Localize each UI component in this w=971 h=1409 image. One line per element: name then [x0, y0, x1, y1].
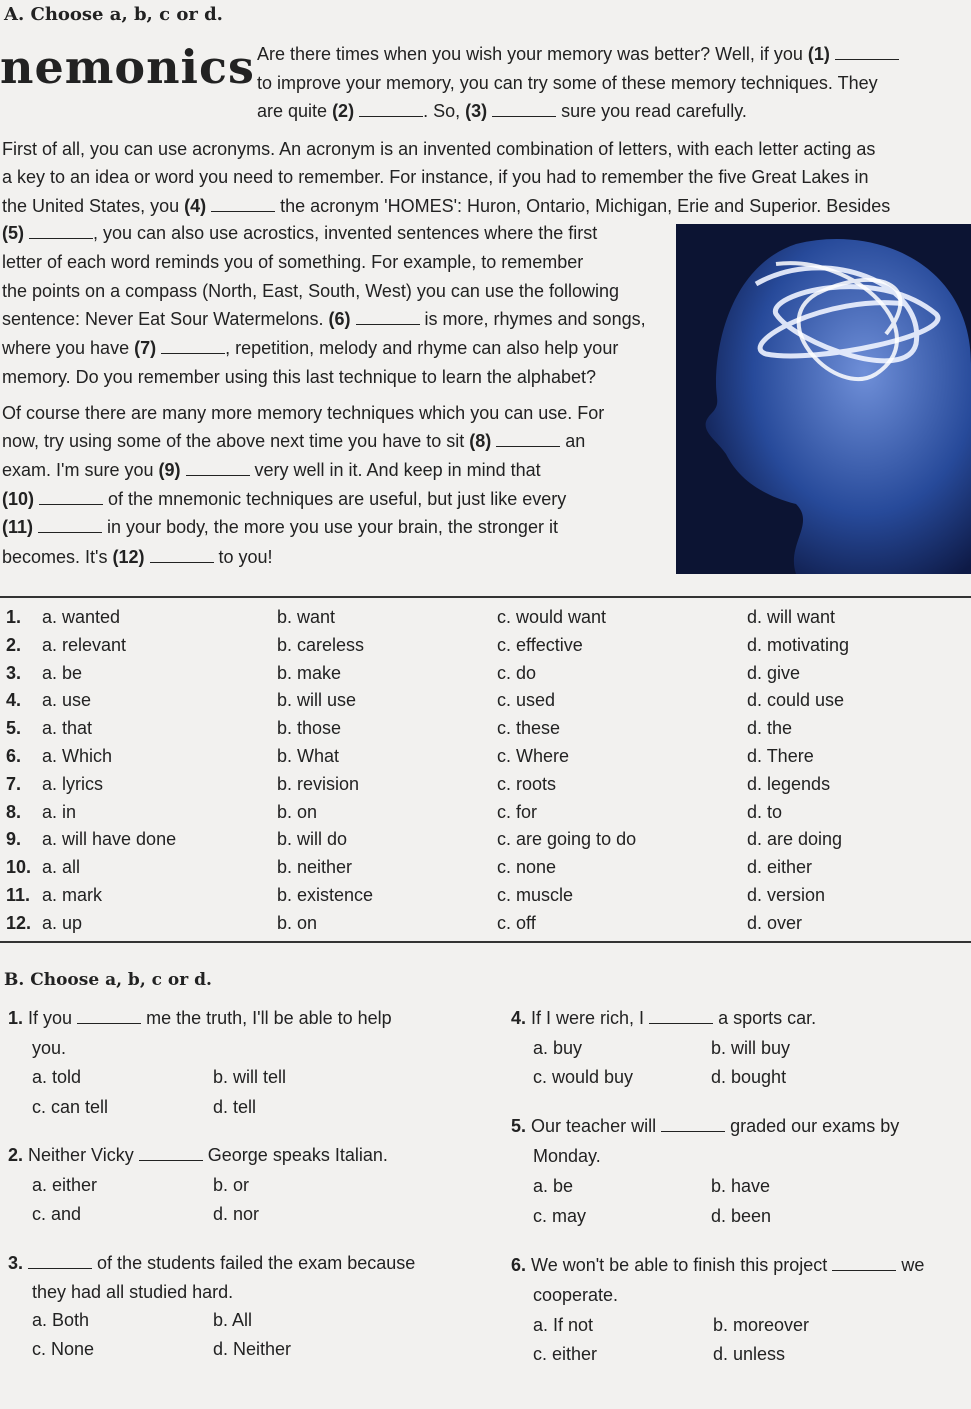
answer-blank[interactable]	[835, 45, 899, 60]
b-q3-d[interactable]: d. Neither	[213, 1339, 292, 1359]
option-a[interactable]: a. in	[42, 801, 77, 822]
b-q1-c[interactable]: c. can tell	[32, 1097, 109, 1117]
option-a[interactable]: a. Which	[42, 746, 113, 766]
b-q3-line: 3. of the students failed the exam because	[8, 1253, 416, 1273]
passage-line	[2, 223, 597, 244]
b-q1-b[interactable]: b. will tell	[213, 1067, 287, 1087]
passage-text: are quite	[257, 101, 333, 121]
blank[interactable]	[139, 1146, 203, 1161]
option-a[interactable]: a. relevant	[42, 634, 127, 655]
gap-number: (9)	[158, 460, 181, 480]
passage-text: a key to an idea or word you need to remember. For instance, if you had to remember the five Great Lakes in	[2, 167, 869, 187]
option-c[interactable]: c. none	[497, 857, 557, 878]
gap-number: (5)	[2, 223, 24, 243]
option-a[interactable]: a. wanted	[42, 607, 121, 627]
b-q1-line: 1. If you me the truth, I'll be able to help	[8, 1008, 392, 1028]
option-c[interactable]: c. these	[497, 718, 561, 739]
blank[interactable]	[28, 1254, 92, 1269]
question-number: 12.	[6, 912, 32, 933]
option-d[interactable]: d. There	[747, 746, 814, 766]
question-number: 4.	[6, 690, 22, 711]
question-row	[0, 913, 971, 941]
option-a[interactable]: a. all	[42, 857, 81, 878]
passage-line	[2, 281, 619, 302]
passage-text: an	[560, 431, 586, 451]
passage-text: First of all, you can use acronyms. An acronym is an invented combination of letters, with each letter acting as	[2, 139, 876, 159]
b-q4-a[interactable]: a. buy	[533, 1038, 583, 1058]
question-row	[0, 635, 971, 663]
gap-number: (8)	[469, 431, 492, 451]
question-row	[0, 802, 971, 830]
b-q3-a[interactable]: a. Both	[32, 1310, 90, 1330]
passage-line	[2, 460, 541, 481]
option-c[interactable]: c. used	[497, 690, 556, 711]
b-q4-line: 4. If I were rich, I a sports car.	[511, 1008, 817, 1028]
intro-line	[257, 73, 878, 94]
option-d[interactable]: d. over	[747, 912, 803, 933]
passage-text: now, try using some of the above next time you have to sit	[2, 431, 470, 451]
blank[interactable]	[649, 1009, 713, 1024]
question-row	[0, 718, 971, 746]
b-q3-b[interactable]: b. All	[213, 1310, 253, 1330]
question-row	[0, 663, 971, 691]
gap-number: (7)	[134, 338, 157, 358]
gap-number: (10)	[2, 489, 35, 509]
b-q4-d[interactable]: d. bought	[711, 1067, 787, 1087]
question-number: 9.	[6, 829, 22, 850]
b-q5-cont: Monday.	[533, 1146, 601, 1166]
option-d[interactable]: d. are doing	[747, 829, 843, 850]
passage-line	[2, 167, 868, 188]
passage-line	[2, 139, 875, 160]
question-number: 11.	[6, 885, 31, 905]
b-q3-cont: they had all studied hard.	[32, 1282, 234, 1302]
passage-text: letter of each word reminds you of something. For example, to remember	[2, 252, 584, 272]
passage-text: the acronym 'HOMES': Huron, Ontario, Michigan, Erie and Superior. Besides	[275, 196, 891, 216]
option-c[interactable]: c. Where	[497, 746, 570, 766]
intro-line	[257, 101, 747, 122]
passage-text: memory. Do you remember using this last technique to learn the alphabet?	[2, 367, 596, 387]
answer-blank[interactable]	[492, 102, 556, 117]
question-row	[0, 829, 971, 857]
option-d[interactable]: d. will want	[747, 607, 836, 627]
gap-number: (6)	[328, 309, 351, 329]
answer-blank[interactable]	[39, 490, 103, 505]
option-d[interactable]: d. legends	[747, 773, 831, 794]
question-number: 1.	[6, 607, 22, 627]
b-q5-c[interactable]: c. may	[533, 1206, 587, 1226]
passage-text: where you have	[2, 338, 135, 358]
passage-text: very well in it. And keep in mind that	[249, 460, 541, 480]
b-q5-a[interactable]: a. be	[533, 1176, 574, 1196]
option-d[interactable]: d. could use	[747, 690, 845, 711]
option-c[interactable]: c. effective	[497, 634, 583, 655]
option-b[interactable]: b. careless	[277, 634, 365, 655]
option-a[interactable]: a. up	[42, 912, 83, 933]
b-q2-c[interactable]: c. and	[32, 1204, 82, 1224]
passage-line	[2, 431, 585, 452]
gap-number: (3)	[465, 101, 488, 121]
b-q2-d[interactable]: d. nor	[213, 1204, 260, 1224]
passage-text: . So,	[423, 101, 466, 121]
b-q1-cont: you.	[32, 1038, 67, 1058]
question-number: 3.	[6, 662, 22, 683]
passage-text: in your body, the more you use your brain, the stronger it	[102, 517, 558, 537]
passage-text: is more, rhymes and songs,	[419, 309, 646, 329]
option-d[interactable]: d. either	[747, 857, 813, 878]
blank[interactable]	[661, 1117, 725, 1132]
option-b[interactable]: b. What	[277, 746, 340, 766]
option-b[interactable]: b. make	[277, 662, 342, 683]
option-c[interactable]: c. are going to do	[497, 829, 637, 850]
passage-line	[2, 367, 596, 388]
passage-text: sentence: Never Eat Sour Watermelons.	[2, 309, 329, 329]
section-b-instruction: B. Choose a, b, c or d.	[4, 970, 212, 990]
b-q6-a[interactable]: a. If not	[533, 1315, 594, 1335]
option-b[interactable]: b. on	[277, 912, 318, 933]
option-a[interactable]: a. be	[42, 662, 83, 683]
b-q2-b[interactable]: b. or	[213, 1175, 250, 1195]
question-number: 6.	[6, 746, 22, 766]
passage-text: to you!	[213, 547, 273, 567]
passage-text: to improve your memory, you can try some of these memory techniques. They	[257, 73, 878, 93]
question-number: 8.	[6, 801, 22, 822]
b-q1-d[interactable]: d. tell	[213, 1097, 257, 1117]
passage-line	[2, 309, 646, 330]
option-c[interactable]: c. do	[497, 662, 537, 683]
b-q3-c[interactable]: c. None	[32, 1339, 95, 1359]
b-q2-a[interactable]: a. either	[32, 1175, 98, 1195]
answer-blank[interactable]	[161, 339, 225, 354]
passage-text: , you can also use acrostics, invented sentences where the first	[93, 223, 598, 243]
answer-blank[interactable]	[186, 461, 250, 476]
answer-blank[interactable]	[356, 310, 420, 325]
blank[interactable]	[77, 1009, 141, 1024]
b-q4-c[interactable]: c. would buy	[533, 1067, 634, 1087]
b-q6-c[interactable]: c. either	[533, 1344, 598, 1364]
divider-bottom	[0, 941, 971, 943]
passage-line	[2, 338, 618, 359]
passage-line	[2, 196, 890, 217]
b-q6-cont: cooperate.	[533, 1285, 619, 1305]
passage-text: sure you read carefully.	[556, 101, 747, 121]
divider-top	[0, 596, 971, 598]
blank[interactable]	[832, 1256, 896, 1271]
section-a-instruction: A. Choose a, b, c or d.	[4, 4, 223, 25]
intro-line	[257, 44, 899, 65]
b-q5-line: 5. Our teacher will graded our exams by	[511, 1116, 900, 1136]
passage-line	[2, 547, 273, 568]
option-d[interactable]: d. to	[747, 801, 783, 822]
b-q4-b[interactable]: b. will buy	[711, 1038, 791, 1058]
option-d[interactable]: d. version	[747, 885, 826, 905]
brain-head-illustration	[676, 224, 971, 574]
question-number: 10.	[6, 857, 32, 878]
b-q6-d[interactable]: d. unless	[713, 1344, 786, 1364]
option-a[interactable]: a. use	[42, 690, 92, 711]
option-c[interactable]: c. off	[497, 912, 536, 933]
question-row	[0, 746, 971, 774]
gap-number: (11)	[2, 517, 34, 537]
option-b[interactable]: b. will use	[277, 690, 357, 711]
answer-blank[interactable]	[496, 432, 560, 447]
answer-blank[interactable]	[211, 197, 275, 212]
title: nemonics	[0, 40, 255, 94]
question-number: 5.	[6, 718, 22, 739]
gap-number: (4)	[184, 196, 207, 216]
gap-number: (2)	[332, 101, 355, 121]
option-b[interactable]: b. neither	[277, 857, 353, 878]
option-a[interactable]: a. will have done	[42, 829, 177, 850]
option-a[interactable]: a. mark	[42, 885, 103, 905]
passage-line	[2, 517, 558, 538]
question-row	[0, 885, 971, 913]
option-d[interactable]: d. give	[747, 662, 801, 683]
option-d[interactable]: d. motivating	[747, 634, 850, 655]
gap-number: (1)	[807, 44, 830, 64]
answer-blank[interactable]	[359, 102, 423, 117]
passage-line	[2, 252, 583, 273]
b-q1-a[interactable]: a. told	[32, 1067, 82, 1087]
option-b[interactable]: b. on	[277, 801, 318, 822]
option-c[interactable]: c. for	[497, 801, 538, 822]
answer-blank[interactable]	[38, 518, 102, 533]
question-number: 7.	[6, 773, 22, 794]
passage-text: the points on a compass (North, East, South, West) you can use the following	[2, 281, 619, 301]
option-d[interactable]: d. the	[747, 718, 793, 739]
option-a[interactable]: a. lyrics	[42, 773, 104, 794]
passage-text: exam. I'm sure you	[2, 460, 159, 480]
passage-line	[2, 489, 566, 510]
option-c[interactable]: c. would want	[497, 607, 607, 627]
answer-blank[interactable]	[150, 548, 214, 563]
answer-blank[interactable]	[29, 224, 93, 239]
question-row	[0, 607, 971, 635]
option-b[interactable]: b. want	[277, 607, 336, 627]
b-q6-b[interactable]: b. moreover	[713, 1315, 810, 1335]
question-row	[0, 690, 971, 718]
option-b[interactable]: b. revision	[277, 773, 360, 794]
option-b[interactable]: b. those	[277, 718, 342, 739]
option-c[interactable]: c. roots	[497, 773, 557, 794]
b-q5-b[interactable]: b. have	[711, 1176, 771, 1196]
option-b[interactable]: b. existence	[277, 885, 374, 905]
passage-text: of the mnemonic techniques are useful, but just like every	[103, 489, 567, 509]
passage-text: the United States, you	[2, 196, 185, 216]
b-q2-line: 2. Neither Vicky George speaks Italian.	[8, 1145, 388, 1165]
passage-text: becomes. It's	[2, 547, 113, 567]
passage-text: Of course there are many more memory techniques which you can use. For	[2, 403, 605, 423]
option-a[interactable]: a. that	[42, 718, 93, 739]
b-q5-d[interactable]: d. been	[711, 1206, 772, 1226]
question-row	[0, 774, 971, 802]
question-number: 2.	[6, 634, 22, 655]
b-q6-line: 6. We won't be able to finish this project we	[511, 1255, 925, 1275]
passage-text: Are there times when you wish your memory was better? Well, if you	[257, 44, 808, 64]
option-b[interactable]: b. will do	[277, 829, 348, 850]
option-c[interactable]: c. muscle	[497, 885, 574, 905]
passage-line	[2, 403, 604, 424]
question-row	[0, 857, 971, 885]
gap-number: (12)	[112, 547, 145, 567]
passage-text: , repetition, melody and rhyme can also help your	[225, 338, 619, 358]
